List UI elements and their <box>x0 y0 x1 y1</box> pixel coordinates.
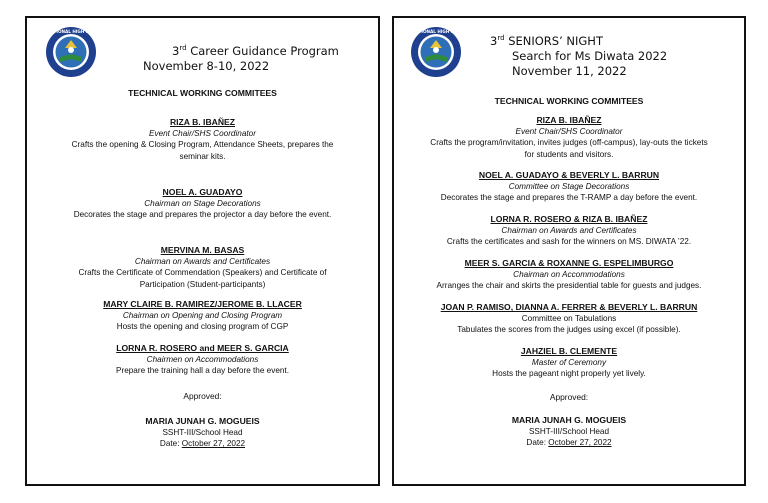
committee-list <box>27 88 378 449</box>
program-title: Career Guidance Program <box>190 43 339 58</box>
committee-block <box>394 258 744 292</box>
program-date: November 11, 2022 <box>512 63 627 78</box>
member-duty: Arranges the chair and skirts the presidential table for guests and judges. <box>436 281 702 290</box>
member-duty: Crafts the Certificate of Commendation (Speakers) and Certificate of Participation (Student-participants) <box>78 268 327 289</box>
approved-label: Approved: <box>549 392 589 402</box>
signatory-name: MARIA JUNAH G. MOGUEIS <box>145 416 260 426</box>
program-date: November 8-10, 2022 <box>143 58 270 73</box>
committee-block <box>27 343 378 377</box>
member-role: Event Chair/SHS Coordinator <box>149 129 256 138</box>
signatory-date: Date: October 27, 2022 <box>526 438 612 447</box>
committee-list <box>394 96 744 448</box>
member-role: Chairman on Accommodations <box>513 270 625 279</box>
member-role: Event Chair/SHS Coordinator <box>515 127 623 136</box>
member-name: NOEL A. GUADAYO & BEVERLY L. BARRUN <box>478 170 660 180</box>
seniors-night-panel <box>392 16 746 486</box>
committee-block <box>394 302 744 336</box>
school-logo <box>401 26 471 78</box>
program-title: SENIORS’ NIGHT <box>508 33 603 48</box>
member-role: Chairmen on Accommodations <box>146 355 259 364</box>
program-header: 3rd Career Guidance Program November 8-10, 2022 <box>143 43 339 73</box>
member-duty: Hosts the pageant night properly yet lively. <box>492 369 646 378</box>
member-duty: Decorates the stage and prepares the projector a day before the event. <box>73 210 332 219</box>
member-duty: Crafts the opening & Closing Program, Attendance Sheets, prepares the seminar kits. <box>71 140 334 161</box>
signatory-title: SSHT-III/School Head <box>528 427 610 436</box>
member-name: MARY CLAIRE B. RAMIREZ/JEROME B. LLACER <box>103 299 302 309</box>
school-logo <box>36 26 106 78</box>
member-role: Chairman on Opening and Closing Program <box>122 311 283 320</box>
member-duty: Prepare the training hall a day before the event. <box>116 366 289 375</box>
svg-text:IPIL NATIONAL HIGH SCHOOL: IPIL NATIONAL HIGH SCHOOL <box>36 29 106 35</box>
member-name: RIZA B. IBAÑEZ <box>169 117 236 127</box>
svg-text:IPIL NATIONAL HIGH SCHOOL: IPIL NATIONAL HIGH SCHOOL <box>401 29 471 35</box>
member-name: MEER S. GARCIA & ROXANNE G. ESPELIMBURGO <box>464 258 674 268</box>
member-duty: Crafts the certificates and sash for the winners on MS. DIWATA ’22. <box>446 237 692 246</box>
signatory-name: MARIA JUNAH G. MOGUEIS <box>511 415 627 425</box>
committee-block <box>394 170 744 204</box>
member-name: LORNA R. ROSERO & RIZA B. IBAÑEZ <box>490 214 648 224</box>
signatory-title: SSHT-III/School Head <box>162 428 243 437</box>
member-name: JOAN P. RAMISO, DIANNA A. FERRER & BEVERLY L. BARRUN <box>440 302 698 312</box>
committee-block <box>394 346 744 380</box>
member-name: NOEL A. GUADAYO <box>162 187 243 197</box>
committee-heading: TECHNICAL WORKING COMMITEES <box>494 96 644 106</box>
program-subtitle: Search for Ms Diwata 2022 <box>512 48 668 63</box>
program-header: 3rd SENIORS’ NIGHT Search for Ms Diwata 2022 November 11, 2022 <box>490 33 668 78</box>
member-role: Master of Ceremony <box>531 358 607 367</box>
career-guidance-panel <box>25 16 380 486</box>
committee-block <box>394 115 744 161</box>
committee-heading: TECHNICAL WORKING COMMITEES <box>128 88 277 98</box>
member-role: Chairman on Awards and Certificates <box>501 226 637 235</box>
signatory-block <box>394 415 744 448</box>
approved-label: Approved: <box>183 391 222 401</box>
member-role: Chairman on Awards and Certificates <box>134 257 271 266</box>
member-role: Committee on Tabulations <box>521 314 617 323</box>
member-duty: Hosts the opening and closing program of CGP <box>116 322 289 331</box>
member-name: LORNA R. ROSERO and MEER S. GARCIA <box>116 343 289 353</box>
member-name: RIZA B. IBAÑEZ <box>536 115 602 125</box>
committee-block <box>27 299 378 333</box>
member-duty: Crafts the program/invitation, invites judges (off-campus), lay-outs the tickets for students and visitors. <box>430 138 708 159</box>
member-duty: Decorates the stage and prepares the T-RAMP a day before the event. <box>440 193 698 202</box>
signatory-block <box>27 416 378 449</box>
member-name: JAHZIEL B. CLEMENTE <box>520 346 618 356</box>
committee-block <box>27 117 378 163</box>
member-name: MERVINA M. BASAS <box>160 245 245 255</box>
member-duty: Tabulates the scores from the judges using excel (if possible). <box>457 325 681 334</box>
member-role: Chairman on Stage Decorations <box>144 199 261 208</box>
committee-block <box>394 214 744 248</box>
signatory-date: Date: October 27, 2022 <box>159 439 246 448</box>
committee-block <box>27 245 378 291</box>
committee-block <box>27 187 378 221</box>
member-role: Committee on Stage Decorations <box>508 182 630 191</box>
